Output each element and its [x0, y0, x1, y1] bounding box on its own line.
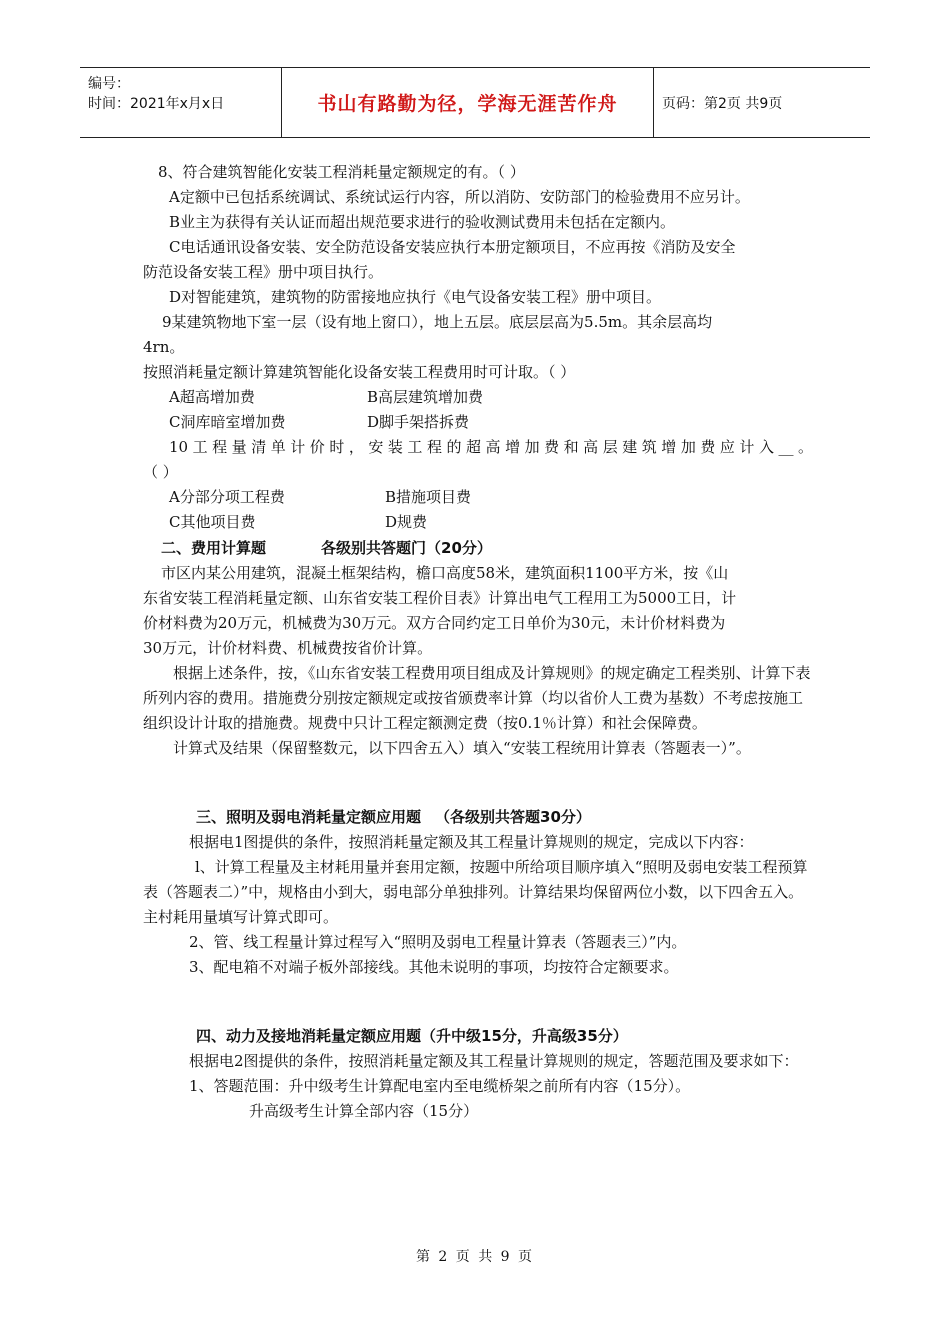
q10-stem-line2: （ ）	[143, 463, 178, 481]
q9-option-d: D脚手架搭拆费	[367, 413, 470, 431]
header-page-label: 页码：第2页 共9页	[662, 95, 783, 112]
section2-points: 各级别共答题门（20分）	[321, 539, 492, 557]
q8-option-a: A定额中已包括系统调试、系统试运行内容，所以消防、安防部门的检验费用不应另计。	[169, 188, 750, 206]
section2-para1-line4: 30万元，计价材料费、机械费按省价计算。	[143, 639, 433, 657]
q10-option-c: C其他项目费	[169, 513, 256, 531]
header-motto: 书山有路勤为径，学海无涯苦作舟	[282, 68, 654, 137]
section2-heading	[143, 536, 813, 561]
section4-heading: 四、动力及接地消耗量定额应用题（升中级15分，升高级35分）	[196, 1027, 628, 1045]
section4-para1: 根据电2图提供的条件，按照消耗量定额及其工程量计算规则的规定，答题范围及要求如下：	[189, 1052, 799, 1070]
section4-item2: 升高级考生计算全部内容（15分）	[249, 1102, 479, 1120]
q9-option-c: C洞库暗室增加费	[169, 413, 286, 431]
section3-points: （各级别共答题30分）	[435, 808, 591, 826]
q10-options-row2	[143, 510, 813, 535]
q9-stem-line1: 9某建筑物地下室一层（设有地上窗口），地上五层。底层层高为5.5m。其余层高均	[162, 313, 713, 331]
page-footer: 第 2 页 共 9 页	[415, 1249, 535, 1265]
section2-para3: 计算式及结果（保留整数元，以下四舍五入）填入“安装工程统用计算表（答题表一）”。	[173, 739, 751, 757]
section3-item2: 2、管、线工程量计算过程写入“照明及弱电工程量计算表（答题表三）”内。	[189, 933, 687, 951]
number-label: 编号：	[88, 76, 130, 92]
date-label: 时间：2021年x月x日	[88, 96, 225, 112]
section3-heading	[143, 805, 813, 830]
q9-stem-line2: 4rn。	[143, 338, 185, 356]
q8-option-b: B业主为获得有关认证而超出规范要求进行的验收测试费用未包括在定额内。	[169, 213, 676, 231]
q9-stem-line3: 按照消耗量定额计算建筑智能化设备安装工程费用时可计取。（ ）	[143, 363, 576, 381]
section3-item3: 3、配电箱不对端子板外部接线。其他未说明的事项，均按符合定额要求。	[189, 958, 679, 976]
document-body	[143, 160, 813, 1124]
q9-option-a: A超高增加费	[169, 388, 255, 406]
section4-item1: 1、答题范围：升中级考生计算配电室内至电缆桥架之前所有内容（15分）。	[189, 1077, 691, 1095]
section2-title: 二、费用计算题	[161, 539, 267, 557]
q8-option-d: D对智能建筑，建筑物的防雷接地应执行《电气设备安装工程》册中项目。	[169, 288, 662, 306]
q10-option-b: B措施项目费	[385, 488, 472, 506]
q10-options-row1	[143, 485, 813, 510]
q10-option-d: D规费	[385, 513, 428, 531]
section2-para1-line3: 价材料费为20万元，机械费为30万元。双方合同约定工日单价为30元，未计价材料费为	[143, 614, 726, 632]
q10-option-a: A分部分项工程费	[169, 488, 285, 506]
section3-item1: l、计算工程量及主材耗用量并套用定额，按题中所给项目顺序填入“照明及弱电安装工程预算表（答题表二）”中，规格由小到大，弱电部分单独排列。计算结果均保留两位小数，以下四舍五入。主村耗用量填写计算式即可。	[143, 858, 808, 926]
q9-options-row1	[143, 385, 813, 410]
q9-option-b: B高层建筑增加费	[367, 388, 484, 406]
q8-option-c-line1: C电话通讯设备安装、安全防范设备安装应执行本册定额项目，不应再按《消防及安全	[169, 238, 736, 256]
q8-option-c-line2: 防范设备安装工程》册中项目执行。	[143, 263, 384, 281]
section3-para1: 根据电1图提供的条件，按照消耗量定额及其工程量计算规则的规定，完成以下内容：	[189, 833, 754, 851]
q8-stem: 8、符合建筑智能化安装工程消耗量定额规定的有。（ ）	[158, 163, 525, 181]
page-header	[80, 67, 870, 138]
section2-para1-line1: 市区内某公用建筑，混凝土框架结构，檐口高度58米，建筑面积1100平方米，按《山	[161, 564, 729, 582]
section3-title: 三、照明及弱电消耗量定额应用题	[196, 808, 422, 826]
section2-para1-line2: 东省安装工程消耗量定额、山东省安装工程价目表》计算出电气工程用工为5000工日，计	[143, 589, 737, 607]
q9-options-row2	[143, 410, 813, 435]
header-meta	[80, 68, 282, 137]
q10-stem-line1: 10工程量清单计价时，安装工程的超高增加费和高层建筑增加费应计入__。	[169, 438, 813, 456]
section2-para2: 根据上述条件，按，《山东省安装工程费用项目组成及计算规则》的规定确定工程类别、计算下表所列内容的费用。措施费分别按定额规定或按省颁费率计算（均以省价人工费为基数）不考虑按施工组织设计计取的措施费。规费中只计工程定额测定费（按0.1％计算）和社会保障费。	[143, 664, 811, 732]
